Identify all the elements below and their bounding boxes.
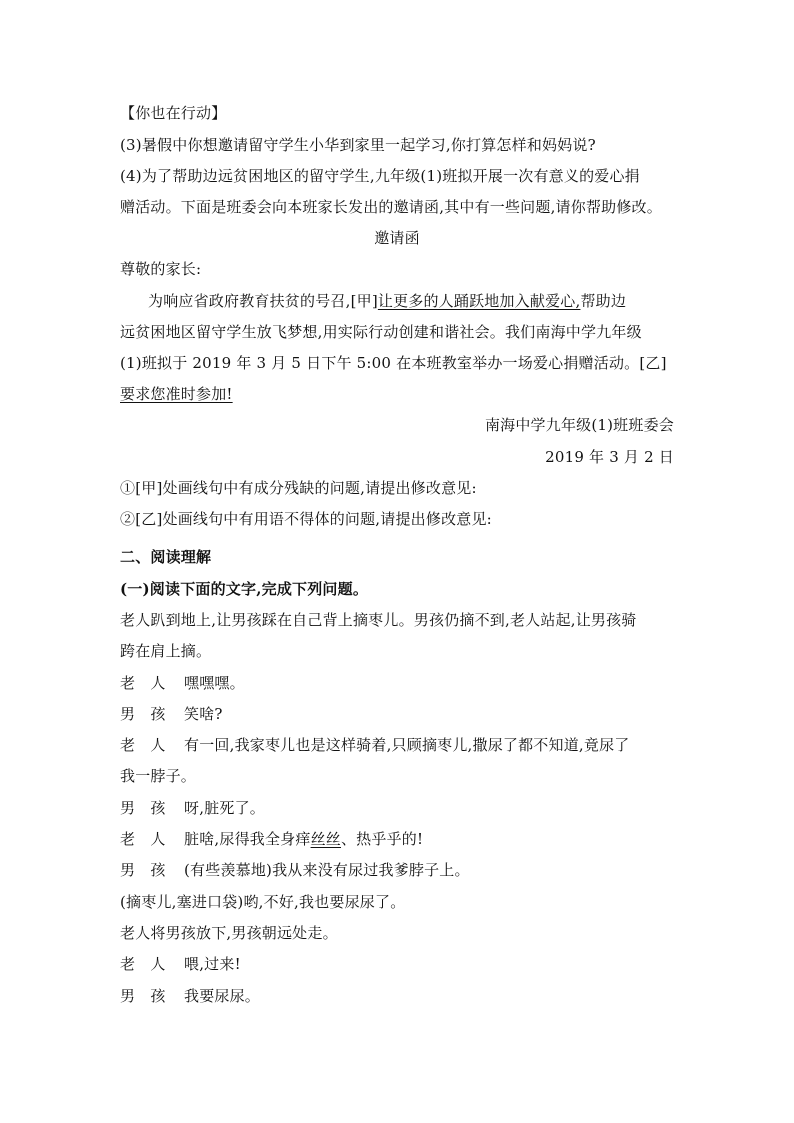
underlined-word: 丝丝 — [310, 830, 341, 848]
question-a: ①[甲]处画线句中有成分残缺的问题,请提出修改意见: — [120, 479, 477, 497]
letter-signature: 南海中学九年级(1)班班委会 — [484, 416, 674, 434]
reading-sub-heading: (一)阅读下面的文字,完成下列问题。 — [120, 580, 369, 598]
narration: 老人将男孩放下,男孩朝远处走。 — [120, 924, 338, 942]
letter-text: 为响应省政府教育扶贫的号召,[甲] — [148, 292, 378, 310]
dialogue-continuation: (摘枣儿,塞进口袋)哟,不好,我也要尿尿了。 — [120, 893, 406, 911]
dialogue-line — [120, 704, 223, 724]
letter-paragraph-line-2: 远贫困地区留守学生放飞梦想,用实际行动创建和谐社会。我们南海中学九年级 — [120, 323, 642, 341]
dialogue-line — [120, 954, 241, 974]
question-4-line-1: (4)为了帮助边远贫困地区的留守学生,九年级(1)班拟开展一次有意义的爱心捐 — [120, 167, 640, 185]
dialogue-text: 我要尿尿。 — [184, 987, 261, 1005]
dialogue-text: 呀,脏死了。 — [184, 799, 265, 817]
question-b: ②[乙]处画线句中有用语不得体的问题,请提出修改意见: — [120, 510, 492, 528]
dialogue-text: 嘿嘿嘿。 — [184, 674, 245, 692]
dialogue-text: 喂,过来! — [184, 955, 241, 973]
speaker-label: 老 人 — [120, 830, 166, 848]
speaker-label: 男 孩 — [120, 861, 166, 879]
dialogue-line — [120, 986, 260, 1006]
dialogue-line — [120, 829, 423, 849]
speaker-label: 男 孩 — [120, 987, 166, 1005]
speaker-label: 老 人 — [120, 955, 166, 973]
underlined-sentence-yi: 要求您准时参加! — [120, 385, 233, 403]
dialogue-text: 笑啥? — [184, 705, 223, 723]
speaker-label: 老 人 — [120, 736, 166, 754]
speaker-label: 老 人 — [120, 674, 166, 692]
dialogue-line — [120, 860, 470, 880]
speaker-label: 男 孩 — [120, 799, 166, 817]
dialogue-text: 、热乎乎的! — [340, 830, 424, 848]
reading-intro-line-2: 跨在肩上摘。 — [120, 642, 212, 660]
dialogue-continuation: 我一脖子。 — [120, 767, 197, 785]
letter-paragraph-line-3: (1)班拟于 2019 年 3 月 5 日下午 5:00 在本班教室举办一场爱心捐赠活动。[乙] — [120, 354, 667, 372]
underlined-sentence-jia: 让更多的人踊跃地加入献爱心, — [377, 292, 581, 310]
dialogue-text: 脏啥,尿得我全身痒 — [184, 830, 311, 848]
dialogue-line — [120, 673, 245, 693]
letter-paragraph-line-1 — [148, 291, 626, 311]
dialogue-text: (有些羡慕地)我从来没有尿过我爹脖子上。 — [184, 861, 470, 879]
question-4-line-2: 赠活动。下面是班委会向本班家长发出的邀请函,其中有一些问题,请你帮助修改。 — [120, 198, 662, 216]
reading-intro-line-1: 老人趴到地上,让男孩踩在自己背上摘枣儿。男孩仍摘不到,老人站起,让男孩骑 — [120, 611, 637, 629]
question-3: (3)暑假中你想邀请留守学生小华到家里一起学习,你打算怎样和妈妈说? — [120, 136, 596, 154]
section-title: 【你也在行动】 — [120, 104, 227, 122]
letter-text: 帮助边 — [580, 292, 627, 310]
letter-title: 邀请函 — [374, 229, 420, 247]
dialogue-line — [120, 735, 629, 755]
dialogue-text: 有一回,我家枣儿也是这样骑着,只顾摘枣儿,撒尿了都不知道,竟尿了 — [184, 736, 630, 754]
letter-date: 2019 年 3 月 2 日 — [545, 448, 674, 466]
letter-salutation: 尊敬的家长: — [120, 260, 202, 278]
speaker-label: 男 孩 — [120, 705, 166, 723]
reading-heading: 二、阅读理解 — [120, 548, 212, 566]
dialogue-line — [120, 798, 265, 818]
